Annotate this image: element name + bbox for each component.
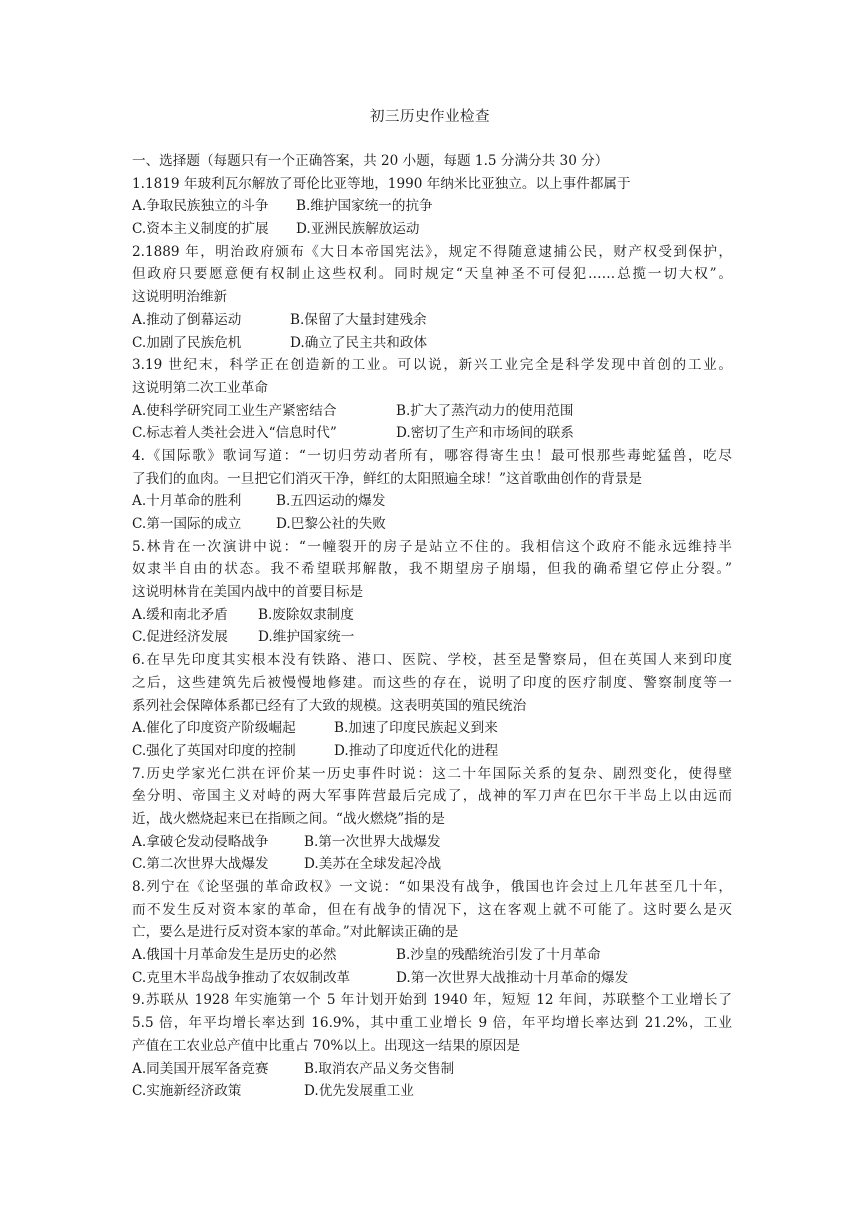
option-a: A.争取民族独立的斗争 [132, 198, 269, 215]
question-stem-line: 亡，要么是进行反对资本家的革命。”对此解读正确的是 [132, 924, 459, 941]
option-d: D.美苏在全球发起冷战 [304, 856, 442, 873]
option-c: C.加剧了民族危机 [132, 334, 242, 351]
option-a: A.催化了印度资产阶级崛起 [132, 720, 296, 737]
option-a: A.同美国开展军备竞赛 [132, 1060, 269, 1077]
question-stem-line: 系列社会保障体系都已经有了大致的规模。这表明英国的殖民统治 [132, 697, 527, 714]
option-b: B.加速了印度民族起义到来 [334, 720, 498, 737]
question-9 [132, 989, 732, 1102]
option-c: C.克里木半岛战争推动了农奴制改革 [132, 969, 351, 986]
option-c: C.第一国际的成立 [132, 516, 242, 532]
option-c: C.第二次世界大战爆发 [132, 856, 269, 873]
question-stem-line: 5.5 倍，年平均增长率达到 16.9%，其中重工业增长 9 倍，年平均增长率达到 21.2%，工业 [132, 1015, 732, 1032]
question-5 [132, 536, 732, 649]
question-3 [132, 354, 732, 445]
option-b: B.沙皇的残酷统治引发了十月革命 [396, 947, 601, 964]
question-stem-line: 3.19 世纪末，科学正在创造新的工业。可以说，新兴工业完全是科学发现中首创的工业。 [132, 357, 732, 374]
options-row [132, 604, 732, 627]
option-d: D.确立了民主共和政体 [290, 334, 428, 351]
option-d: D.第一次世界大战推动十月革命的爆发 [396, 969, 629, 986]
options-row [132, 513, 732, 536]
question-stem-line: 6.在早先印度其实根本没有铁路、港口、医院、学校，甚至是警察局，但在英国人来到印度 [132, 652, 732, 669]
options-row [132, 967, 732, 990]
option-d: D.亚洲民族解放运动 [296, 221, 420, 238]
option-a: A.拿破仑发动侵略战争 [132, 833, 269, 850]
option-d: D.优先发展重工业 [304, 1083, 414, 1100]
options-row [132, 332, 732, 355]
question-stem-line: 这说明林肯在美国内战中的首要目标是 [132, 584, 364, 601]
options-row [132, 490, 732, 513]
option-b: B.维护国家统一的抗争 [296, 198, 433, 215]
option-a: A.使科学研究同工业生产紧密结合 [132, 402, 337, 419]
question-4 [132, 445, 732, 536]
options-row [132, 195, 732, 218]
option-a: A.十月革命的胜利 [132, 493, 242, 510]
option-d: D.维护国家统一 [258, 629, 355, 646]
option-b: B.保留了大量封建残余 [290, 311, 427, 328]
question-stem-line: 5.林肯在一次演讲中说：“一幢裂开的房子是站立不住的。我相信这个政府不能永远维持半 [132, 538, 732, 555]
option-d: D.推动了印度近代化的进程 [334, 742, 499, 759]
option-b: B.五四运动的爆发 [276, 493, 386, 510]
question-stem-line: 而不发生反对资本家的革命，但在有战争的情况下，这在客观上就不可能了。这时要么是灭 [132, 901, 732, 918]
option-a: A.推动了倒幕运动 [132, 311, 242, 328]
options-row [132, 740, 732, 763]
option-c: C.资本主义制度的扩展 [132, 221, 269, 238]
question-8 [132, 876, 732, 989]
options-row [132, 853, 732, 876]
option-b: B.扩大了蒸汽动力的使用范围 [396, 402, 574, 419]
question-stem-line: 近，战火燃烧起来已在指顾之间。“战火燃烧”指的是 [132, 810, 445, 827]
document-body [132, 150, 732, 1103]
option-c: C.标志着人类社会进入“信息时代” [132, 425, 337, 442]
question-6 [132, 649, 732, 762]
options-row [132, 626, 732, 649]
question-1 [132, 173, 732, 241]
option-d: D.密切了生产和市场间的联系 [396, 425, 574, 442]
question-stem-line: 产值在工农业总产值中比重占 70%以上。出现这一结果的原因是 [132, 1037, 520, 1054]
options-row [132, 218, 732, 241]
question-stem-line: 但政府只要愿意便有权制止这些权利。同时规定“天皇神圣不可侵犯……总揽一切大权”。 [132, 266, 732, 283]
question-stem-line: 垒分明、帝国主义对峙的两大军事阵营最后完成了，战神的军刀声在巴尔干半岛上以由远而 [132, 788, 732, 805]
question-stem-line: 2.1889 年，明治政府颁布《大日本帝国宪法》，规定不得随意逮捕公民，财产权受到保护， [132, 243, 732, 260]
question-2 [132, 241, 732, 354]
options-row [132, 309, 732, 332]
option-c: C.实施新经济政策 [132, 1083, 242, 1100]
question-stem-line: 1.1819 年玻利瓦尔解放了哥伦比亚等地，1990 年纳米比亚独立。以上事件都属于 [132, 175, 631, 192]
question-7 [132, 763, 732, 876]
section-header: 一、选择题（每题只有一个正确答案，共 20 小题，每题 1.5 分满分共 30 分） [132, 153, 609, 169]
options-row [132, 717, 732, 740]
options-row [132, 831, 732, 854]
question-stem-line: 4.《国际歌》歌词写道：“一切归劳动者所有，哪容得寄生虫！最可恨那些毒蛇猛兽，吃尽 [132, 447, 732, 464]
question-stem-line: 9.苏联从 1928 年实施第一个 5 年计划开始到 1940 年，短短 12 年间，苏联整个工业增长了 [132, 992, 732, 1009]
option-a: A.俄国十月革命发生是历史的必然 [132, 947, 337, 964]
option-c: C.强化了英国对印度的控制 [132, 742, 296, 759]
page-title: 初三历史作业检查 [370, 109, 490, 125]
option-d: D.巴黎公社的失败 [276, 516, 386, 532]
option-c: C.促进经济发展 [132, 629, 228, 646]
question-stem-line: 这说明明治维新 [132, 289, 228, 306]
question-stem-line: 之后，这些建筑先后被慢慢地修建。而这些的存在，说明了印度的医疗制度、警察制度等一 [132, 674, 732, 691]
options-row [132, 944, 732, 967]
question-stem-line: 奴隶半自由的状态。我不希望联邦解散，我不期望房子崩塌，但我的确希望它停止分裂。” [132, 561, 732, 578]
question-stem-line: 8.列宁在《论坚强的革命政权》一文说：“如果没有战争，俄国也许会过上几年甚至几十年， [132, 879, 732, 895]
options-row [132, 400, 732, 423]
option-b: B.取消农产品义务交售制 [304, 1060, 455, 1077]
question-stem-line: 了我们的血肉。一旦把它们消灭干净，鲜红的太阳照遍全球！”这首歌曲创作的背景是 [132, 470, 642, 487]
option-b: B.第一次世界大战爆发 [304, 833, 441, 850]
question-stem-line: 7.历史学家光仁洪在评价某一历史事件时说：这二十年国际关系的复杂、剧烈变化，使得壁 [132, 765, 732, 782]
options-row [132, 1080, 732, 1103]
question-stem-line: 这说明第二次工业革命 [132, 379, 268, 396]
options-row [132, 1058, 732, 1081]
option-a: A.缓和南北矛盾 [132, 606, 228, 623]
option-b: B.废除奴隶制度 [258, 606, 354, 623]
options-row [132, 422, 732, 445]
